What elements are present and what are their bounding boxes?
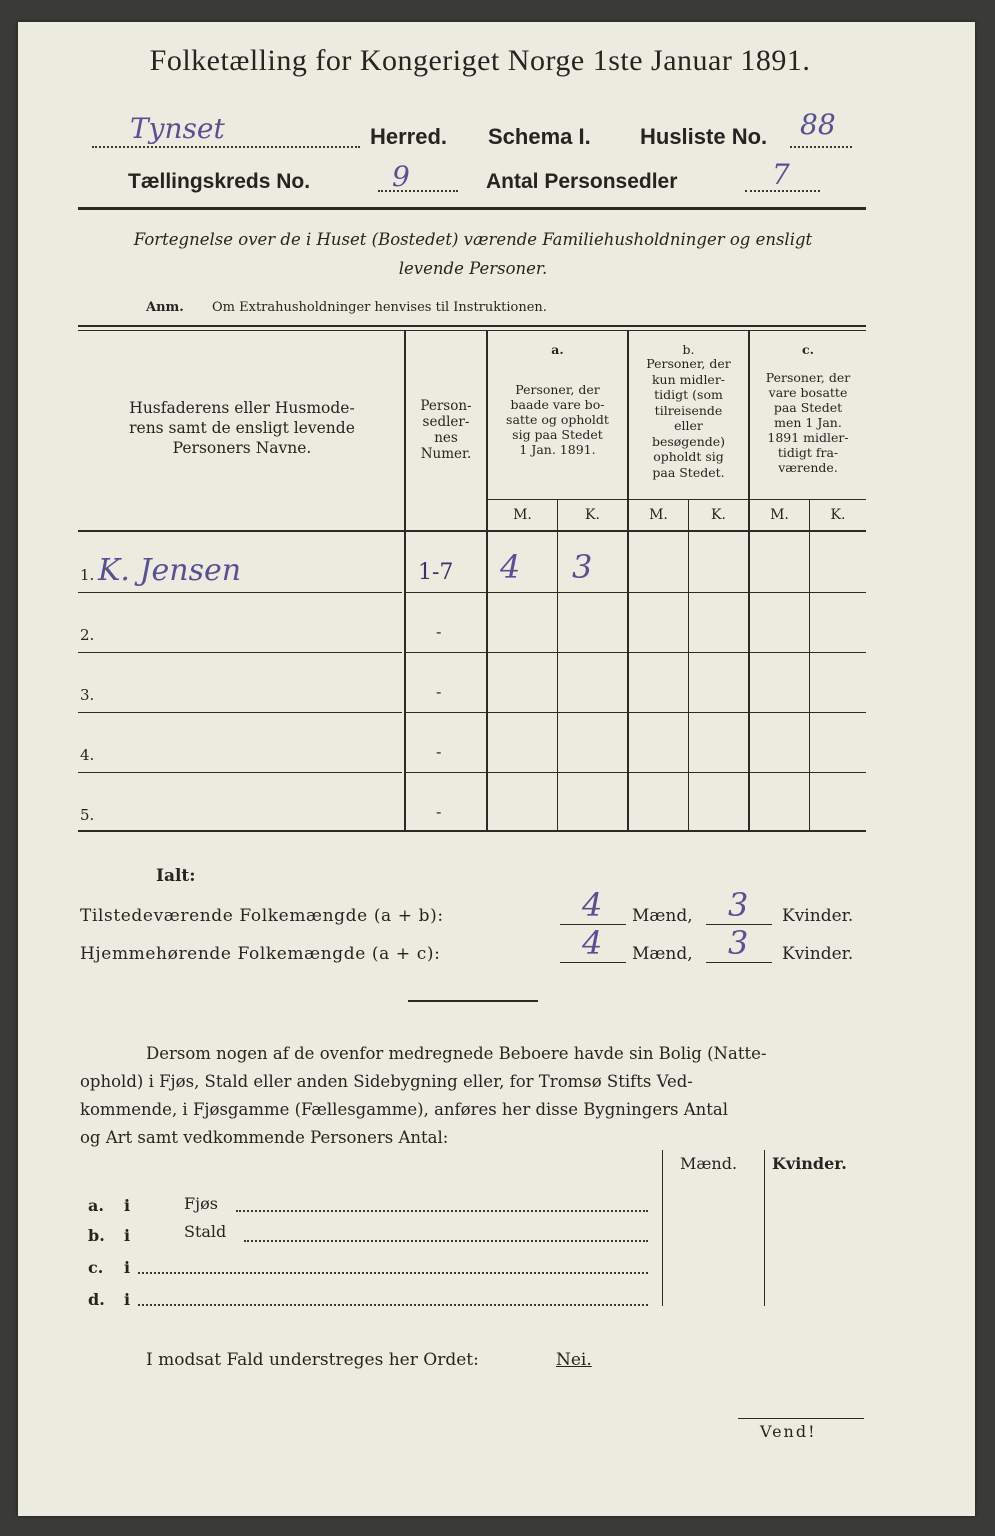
- row-3-number: 3.: [80, 686, 95, 704]
- col-b-k: K.: [711, 507, 726, 523]
- tilstede-kvinder-label: Kvinder.: [782, 906, 854, 926]
- col-b-m: M.: [649, 507, 668, 523]
- hjemme-maend-value: 4: [582, 924, 603, 962]
- item-d-letter: d.: [88, 1290, 105, 1309]
- col-a-letter: a.: [551, 342, 564, 357]
- vend-text: Vend!: [760, 1422, 817, 1441]
- item-a-letter: a.: [88, 1196, 104, 1215]
- taellingskreds-dotted-line: [378, 190, 458, 192]
- footer-col-maend: Mænd.: [680, 1154, 738, 1173]
- col-header-b: Personer, der kun midler- tidigt (som tilreisende eller besøgende) opholdt sig paa Stedet.: [646, 356, 731, 480]
- herred-value: Tynset: [130, 112, 225, 145]
- taellingskreds-label: Tællingskreds No.: [128, 170, 311, 193]
- row-1-a-m: 4: [500, 548, 521, 586]
- section-divider: [408, 1000, 538, 1002]
- personsedler-value: 7: [772, 158, 790, 191]
- ialt-label: Ialt:: [156, 866, 196, 886]
- anm-text: Om Extrahusholdninger henvises til Instruktionen.: [212, 300, 547, 315]
- row-3-numer: -: [436, 682, 442, 701]
- herred-dotted-line: [92, 146, 360, 148]
- herred-label: Herred.: [370, 124, 448, 149]
- item-d-i: i: [124, 1290, 131, 1309]
- row-5-numer: -: [436, 802, 442, 821]
- intro-line-1: Fortegnelse over de i Huset (Bostedet) værende Familiehusholdninger og ensligt: [133, 230, 813, 249]
- col-c-k: K.: [830, 507, 846, 523]
- header-rule: [78, 207, 866, 210]
- tilstede-maend-label: Mænd,: [632, 906, 693, 926]
- personsedler-label: Antal Personsedler: [486, 170, 678, 193]
- husliste-dotted-line: [790, 146, 852, 148]
- item-c-letter: c.: [88, 1258, 104, 1277]
- item-a-label: Fjøs: [184, 1194, 218, 1213]
- tilstede-maend-value: 4: [582, 886, 603, 924]
- schema-label: Schema I.: [488, 124, 591, 149]
- row-1-a-k: 3: [572, 548, 593, 586]
- anm-label: Anm.: [146, 300, 184, 315]
- modsat-text: I modsat Fald understreges her Ordet:: [146, 1350, 479, 1370]
- row-1-number: 1.: [80, 566, 95, 584]
- item-a-i: i: [124, 1196, 131, 1215]
- footer-paragraph: Dersom nogen af de ovenfor medregnede Beboere havde sin Bolig (Natte- ophold) i Fjøs, Stald eller anden Sidebygning eller, for Tromsø Stifts Ved- kommende, i Fjøsgamme (Fællesgamme), anføres her disse Bygningers Antal og Art samt vedkommende Personers Antal:: [80, 1044, 767, 1147]
- taellingskreds-value: 9: [392, 160, 410, 193]
- col-header-numer: Person- sedler- nes Numer.: [420, 398, 472, 462]
- col-c-m: M.: [770, 507, 789, 523]
- item-b-label: Stald: [184, 1222, 227, 1241]
- col-b-letter: b.: [682, 342, 695, 357]
- hjemme-maend-label: Mænd,: [632, 944, 693, 964]
- intro-line-2: levende Personer.: [398, 259, 548, 278]
- col-a-m: M.: [513, 507, 532, 523]
- table-bottom-rule: [78, 830, 866, 832]
- item-c-i: i: [124, 1258, 131, 1277]
- item-b-letter: b.: [88, 1226, 105, 1245]
- husliste-label: Husliste No.: [640, 124, 768, 149]
- nei-word: Nei.: [556, 1350, 592, 1370]
- col-header-a: Personer, der baade vare bo- satte og opholdt sig paa Stedet 1 Jan. 1891.: [506, 382, 609, 457]
- row-4-numer: -: [436, 742, 442, 761]
- col-a-k: K.: [585, 507, 600, 523]
- col-header-c: Personer, der vare bosatte paa Stedet men 1 Jan. 1891 midler- tidigt fra- værende.: [765, 370, 851, 475]
- row-1-name: K. Jensen: [98, 553, 242, 588]
- row-2-number: 2.: [80, 626, 95, 644]
- col-c-letter: c.: [802, 342, 814, 357]
- husliste-value: 88: [800, 108, 836, 141]
- row-2-numer: -: [436, 622, 442, 641]
- hjemme-kvinder-label: Kvinder.: [782, 944, 854, 964]
- tilstede-kvinder-value: 3: [728, 886, 749, 924]
- hjemme-kvinder-value: 3: [728, 924, 749, 962]
- table-top-rule: [78, 325, 866, 327]
- form-title: Folketælling for Kongeriget Norge 1ste Januar 1891.: [149, 44, 811, 77]
- footer-col-kvinder: Kvinder.: [772, 1154, 847, 1173]
- header-bottom-rule: [78, 530, 866, 532]
- col-header-names: Husfaderens eller Husmode- rens samt de ensligt levende Personers Navne.: [129, 399, 355, 457]
- row-1-numer: 1-7: [418, 560, 454, 585]
- hjemme-label: Hjemmehørende Folkemængde (a + c):: [80, 944, 441, 964]
- item-b-i: i: [124, 1226, 131, 1245]
- row-5-number: 5.: [80, 806, 95, 824]
- row-4-number: 4.: [80, 746, 95, 764]
- tilstede-label: Tilstedeværende Folkemængde (a + b):: [80, 906, 444, 926]
